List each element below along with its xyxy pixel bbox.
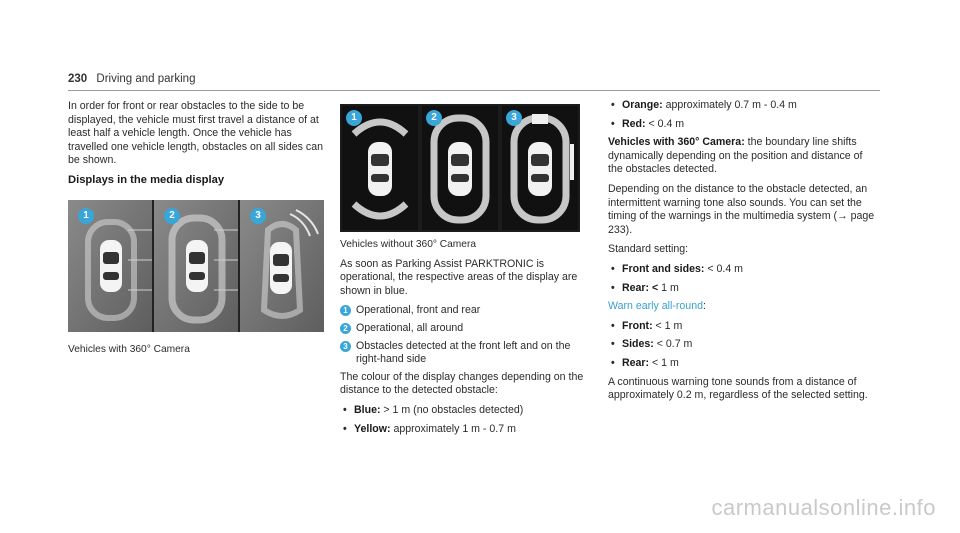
watermark: carmanualsonline.info	[711, 495, 936, 520]
list-item	[608, 118, 878, 132]
list-item-text: Obstacles detected at the front left and on the right-hand side	[356, 339, 571, 366]
column-1	[68, 100, 330, 188]
bullet-text: < 0.4 m	[704, 262, 743, 275]
list-item	[340, 322, 585, 336]
bullet-text: approximately 1 m - 0.7 m	[390, 422, 516, 435]
image-badge-3: 3	[506, 110, 522, 126]
final-paragraph: A continuous warning tone sounds from a distance of approximately 0.2 m, regardless of the selected setting.	[608, 375, 868, 402]
bullet-label: Front:	[622, 319, 653, 332]
image-badge-2: 2	[164, 208, 180, 224]
list-item	[608, 263, 878, 277]
section-title: Driving and parking	[96, 73, 196, 85]
bullet-label: Sides:	[622, 338, 654, 351]
warn-early-heading	[608, 300, 878, 314]
bullet-text: 1 m	[658, 281, 679, 294]
bullet-text: approximately 0.7 m - 0.4 m	[662, 99, 797, 111]
bullet-label: Red:	[622, 117, 646, 130]
image-badge-2: 2	[426, 110, 442, 126]
list-item	[608, 320, 878, 334]
camera-360-svg	[68, 200, 324, 332]
standard-setting-label: Standard setting:	[608, 243, 689, 256]
list-item	[340, 404, 585, 418]
number-badge: 3	[340, 341, 351, 352]
header-rule	[68, 90, 880, 91]
bullet-text: < 1 m	[652, 319, 683, 332]
number-badge: 1	[340, 305, 351, 316]
bullet-text: < 1 m	[649, 356, 679, 369]
no-camera-illustration	[340, 104, 580, 232]
distance-paragraph[interactable]: Depending on the distance to the obstacle detected, an intermittent warning tone also sounds. You can set the timing of the warnings in the multimedia system (→ page 233).	[608, 182, 875, 236]
bullet-text: < 0.4 m	[645, 117, 685, 130]
column-2	[340, 238, 585, 441]
number-badge: 2	[340, 323, 351, 334]
list-item	[608, 99, 878, 113]
operational-paragraph: As soon as Parking Assist PARKTRONIC is operational, the respective areas of the display are shown in blue.	[340, 257, 578, 297]
list-item-text: Operational, front and rear	[356, 304, 481, 317]
bullet-label: Front and sides:	[622, 262, 705, 275]
list-item	[340, 340, 585, 367]
bullet-label: Blue:	[354, 403, 381, 416]
list-item	[608, 338, 878, 352]
column-3	[608, 99, 878, 409]
no-camera-svg	[340, 104, 580, 232]
list-item	[608, 282, 878, 296]
page-number: 230	[68, 73, 88, 85]
bullet-label: Rear: <	[622, 281, 659, 294]
page-header	[68, 73, 195, 85]
bullet-label: Orange:	[622, 99, 663, 111]
bullet-text: < 0.7 m	[653, 338, 693, 351]
list-item	[340, 304, 585, 318]
image-badge-1: 1	[78, 208, 94, 224]
image-badge-3: 3	[250, 208, 266, 224]
image-badge-1: 1	[346, 110, 362, 126]
bullet-text: > 1 m (no obstacles detected)	[380, 403, 524, 416]
camera-360-illustration	[68, 200, 324, 332]
intro-paragraph: In order for front or rear obstacles to the side to be displayed, the vehicle must first travel a distance of at least half a vehicle length. Once the vehicle has travelled one vehicle length, obstacles on all sides can be shown.	[68, 100, 323, 167]
bullet-label: Yellow:	[354, 422, 391, 435]
camera-label: Vehicles with 360° Camera:	[608, 136, 745, 149]
section-heading: Displays in the media display	[68, 173, 225, 186]
caption-360: Vehicles with 360° Camera	[68, 344, 190, 355]
colour-paragraph: The colour of the display changes depending on the distance to the detected obstacle:	[340, 370, 584, 397]
warn-early-label: Warn early all-round	[608, 300, 703, 313]
bullet-label: Rear:	[622, 356, 650, 369]
list-item	[608, 357, 878, 371]
caption-no-camera: Vehicles without 360° Camera	[340, 239, 477, 250]
list-item	[340, 423, 585, 437]
camera-text: the boundary line shifts dynamically depending on the position and distance of the obstacles detected.	[608, 136, 863, 176]
list-item-text: Operational, all around	[356, 321, 464, 334]
camera-paragraph	[608, 136, 878, 177]
warn-early-colon: :	[703, 300, 706, 313]
